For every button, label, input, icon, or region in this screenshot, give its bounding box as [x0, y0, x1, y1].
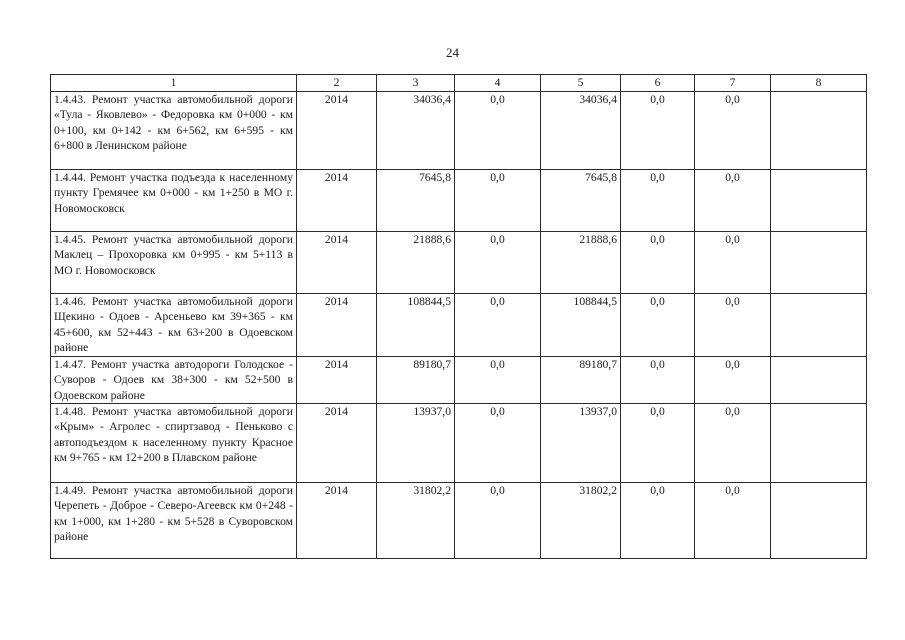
row-col6: 0,0 [621, 483, 695, 559]
row-col7: 0,0 [695, 232, 771, 294]
header-cell: 2 [297, 75, 377, 92]
row-year: 2014 [297, 483, 377, 559]
row-total: 7645,8 [377, 170, 455, 232]
row-col8 [771, 483, 867, 559]
row-col5: 21888,6 [541, 232, 621, 294]
row-col6: 0,0 [621, 170, 695, 232]
row-col7: 0,0 [695, 357, 771, 404]
row-year: 2014 [297, 404, 377, 483]
row-col7: 0,0 [695, 92, 771, 170]
row-col5: 34036,4 [541, 92, 621, 170]
row-total: 108844,5 [377, 294, 455, 357]
header-cell: 6 [621, 75, 695, 92]
row-col7: 0,0 [695, 170, 771, 232]
row-total: 31802,2 [377, 483, 455, 559]
table-row [51, 170, 867, 232]
row-col4: 0,0 [455, 294, 541, 357]
header-cell: 1 [51, 75, 297, 92]
row-description: 1.4.47. Ремонт участка автодороги Голодское - Суворов - Одоев км 38+300 - км 52+500 в Одоевском районе [51, 357, 297, 404]
row-col4: 0,0 [455, 483, 541, 559]
row-total: 21888,6 [377, 232, 455, 294]
row-col4: 0,0 [455, 232, 541, 294]
row-col5: 7645,8 [541, 170, 621, 232]
table-row [51, 232, 867, 294]
table-row [51, 404, 867, 483]
row-col6: 0,0 [621, 357, 695, 404]
row-col4: 0,0 [455, 404, 541, 483]
row-col5: 108844,5 [541, 294, 621, 357]
row-col8 [771, 92, 867, 170]
row-col8 [771, 404, 867, 483]
row-col5: 31802,2 [541, 483, 621, 559]
budget-table [50, 74, 867, 559]
header-cell: 3 [377, 75, 455, 92]
header-row [51, 75, 867, 92]
table-row [51, 357, 867, 404]
row-description: 1.4.49. Ремонт участка автомобильной дороги Черепеть - Доброе - Северо-Агеевск км 0+248 - км 1+000, км 1+280 - км 5+528 в Суворовском районе [51, 483, 297, 559]
table-row [51, 294, 867, 357]
row-col4: 0,0 [455, 92, 541, 170]
row-col8 [771, 357, 867, 404]
row-col7: 0,0 [695, 404, 771, 483]
header-cell: 4 [455, 75, 541, 92]
row-col8 [771, 294, 867, 357]
row-col6: 0,0 [621, 404, 695, 483]
row-col6: 0,0 [621, 92, 695, 170]
row-col6: 0,0 [621, 232, 695, 294]
row-description: 1.4.44. Ремонт участка подъезда к населенному пункту Гремячее км 0+000 - км 1+250 в МО г. Новомосковск [51, 170, 297, 232]
row-col5: 89180,7 [541, 357, 621, 404]
table-row [51, 92, 867, 170]
header-cell: 5 [541, 75, 621, 92]
row-col5: 13937,0 [541, 404, 621, 483]
row-col4: 0,0 [455, 170, 541, 232]
row-description: 1.4.45. Ремонт участка автомобильной дороги Маклец – Прохоровка км 0+995 - км 5+113 в МО г. Новомосковск [51, 232, 297, 294]
header-cell: 7 [695, 75, 771, 92]
row-col8 [771, 170, 867, 232]
row-year: 2014 [297, 357, 377, 404]
row-year: 2014 [297, 232, 377, 294]
row-description: 1.4.48. Ремонт участка автомобильной дороги «Крым» - Агролес - спиртзавод - Пеньково с автоподъездом к населенному пункту Красное км 9+765 - км 12+200 в Плавском районе [51, 404, 297, 483]
table-row [51, 483, 867, 559]
row-year: 2014 [297, 92, 377, 170]
row-col4: 0,0 [455, 357, 541, 404]
row-col7: 0,0 [695, 483, 771, 559]
row-total: 13937,0 [377, 404, 455, 483]
row-total: 34036,4 [377, 92, 455, 170]
row-year: 2014 [297, 170, 377, 232]
row-total: 89180,7 [377, 357, 455, 404]
row-col6: 0,0 [621, 294, 695, 357]
row-year: 2014 [297, 294, 377, 357]
row-description: 1.4.43. Ремонт участка автомобильной дороги «Тула - Яковлево» - Федоровка км 0+000 - км 0+100, км 0+142 - км 6+562, км 6+595 - км 6+800 в Ленинском районе [51, 92, 297, 170]
row-description: 1.4.46. Ремонт участка автомобильной дороги Щекино - Одоев - Арсеньево км 39+365 - км 45+600, км 52+443 - км 63+200 в Одоевском районе [51, 294, 297, 357]
header-cell: 8 [771, 75, 867, 92]
page-number: 24 [446, 45, 459, 60]
row-col8 [771, 232, 867, 294]
row-col7: 0,0 [695, 294, 771, 357]
